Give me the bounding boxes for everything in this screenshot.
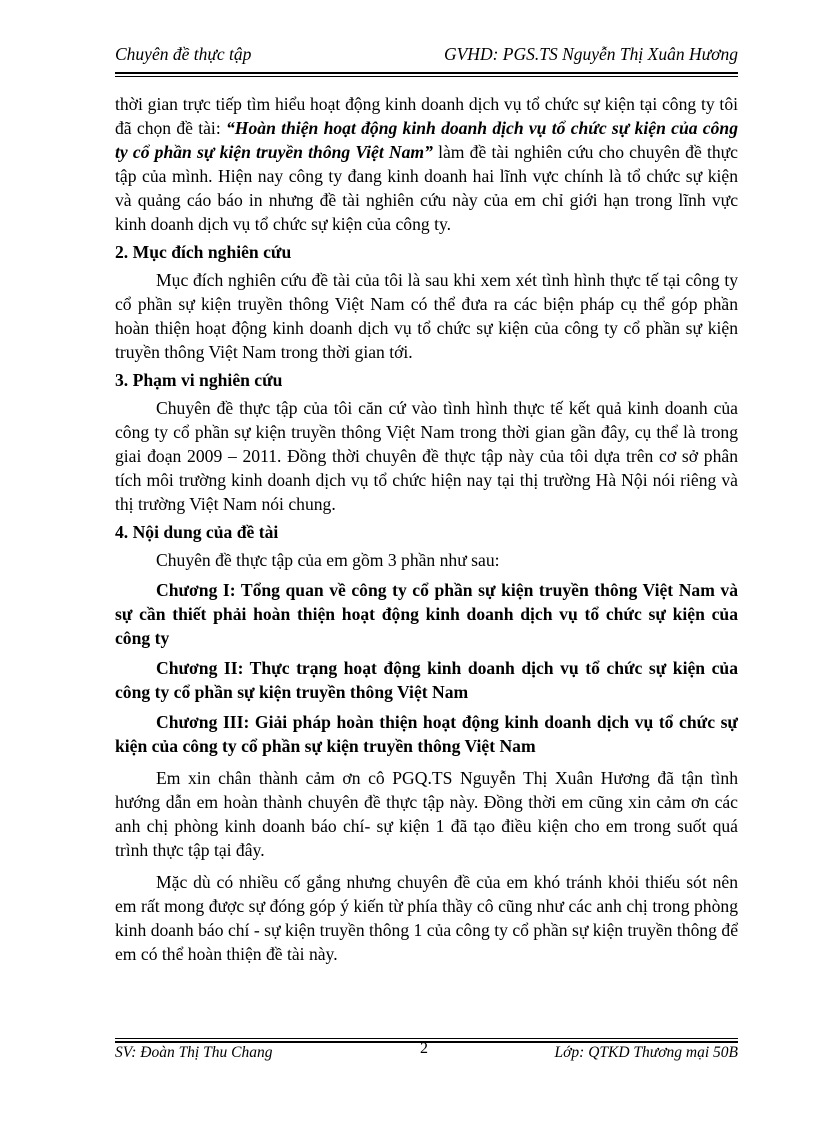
header-left-text: Chuyên đề thực tập: [115, 44, 252, 64]
section-text-purpose: Mục đích nghiên cứu đề tài của tôi là sau khi xem xét tình hình thực tế tại công ty cổ phần sự kiện truyền thông Việt Nam có thể đưa ra các biện pháp cụ thể góp phần hoàn thiện hoạt động kinh doanh dịch vụ tổ chức sự kiện của công ty cổ phần sự kiện truyền thông Việt Nam trong thời gian tới.: [115, 270, 738, 362]
acknowledgement-paragraph: Em xin chân thành cảm ơn cô PGQ.TS Nguyễn Thị Xuân Hương đã tận tình hướng dẫn em hoàn thành chuyên đề thực tập này. Đồng thời em cũng xin cảm ơn các anh chị phòng kinh doanh báo chí- sự kiện 1 đã tạo điều kiện cho em trong suốt quá trình thực tập tại đây.: [115, 768, 738, 860]
intro-thesis-title: “Hoàn thiện hoạt động kinh doanh dịch vụ tổ chức sự kiện của công ty cổ phần sự kiện truyền thông Việt Nam”: [115, 118, 738, 162]
intro-paragraph: [115, 92, 738, 236]
footer-student: SV: Đoàn Thị Thu Chang: [115, 1044, 273, 1061]
page-body: [115, 92, 738, 966]
page-number: 2: [420, 1040, 428, 1057]
chapter-item: Chương I: Tổng quan về công ty cổ phần sự kiện truyền thông Việt Nam và sự cần thiết phải hoàn thiện hoạt động kinh doanh dịch vụ tổ chức sự kiện của công ty: [115, 580, 738, 648]
section-text-scope: Chuyên đề thực tập của tôi căn cứ vào tình hình thực tế kết quả kinh doanh của công ty cổ phần sự kiện truyền thông Việt Nam trong thời gian gần đây, cụ thể là trong giai đoạn 2009 – 2011. Đồng thời chuyên đề thực tập này của tôi dựa trên cơ sở phân tích môi trường kinh doanh dịch vụ tổ chức hiện nay tại thị trường Hà Nội nói riêng và thị trường Việt Nam nói chung.: [115, 398, 738, 514]
intro-pre: thời gian trực tiếp tìm hiểu hoạt động kinh doanh dịch vụ tổ chức sự kiện tại công ty tôi đã chọn đề tài:: [115, 94, 738, 138]
closing-paragraph: Mặc dù có nhiều cố gắng nhưng chuyên đề của em khó tránh khỏi thiếu sót nên em rất mong được sự đóng góp ý kiến từ phía thầy cô cũng như các anh chị trong phòng kinh doanh báo chí - sự kiện truyền thông 1 của công ty cổ phần sự kiện truyền thông để em có thể hoàn thiện đề tài này.: [115, 872, 738, 964]
header-rule: [115, 72, 738, 77]
page-footer: [115, 1040, 738, 1066]
intro-post: làm đề tài nghiên cứu cho chuyên đề thực tập của mình. Hiện nay công ty đang kinh doanh hai lĩnh vực chính là tổ chức sự kiện và quảng cáo báo in nhưng đề tài nghiên cứu này của em chỉ giới hạn trong lĩnh vực kinh doanh dịch vụ tổ chức sự kiện của công ty.: [115, 142, 738, 234]
chapter-item: Chương III: Giải pháp hoàn thiện hoạt động kinh doanh dịch vụ tổ chức sự kiện của công ty cổ phần sự kiện truyền thông Việt Nam: [115, 712, 738, 756]
section-heading-purpose: 2. Mục đích nghiên cứu: [115, 242, 292, 262]
header-right-text: GVHD: PGS.TS Nguyễn Thị Xuân Hương: [443, 44, 738, 64]
footer-class: Lớp: QTKD Thương mại 50B: [554, 1044, 738, 1061]
section-heading-content: 4. Nội dung của đề tài: [115, 522, 279, 542]
section-heading-scope: 3. Phạm vi nghiên cứu: [115, 370, 283, 390]
chapter-item: Chương II: Thực trạng hoạt động kinh doanh dịch vụ tổ chức sự kiện của công ty cổ phần sự kiện truyền thông Việt Nam: [115, 658, 738, 702]
section-text-content-intro: Chuyên đề thực tập của em gồm 3 phần như sau:: [156, 550, 500, 570]
page-header: [115, 44, 738, 70]
